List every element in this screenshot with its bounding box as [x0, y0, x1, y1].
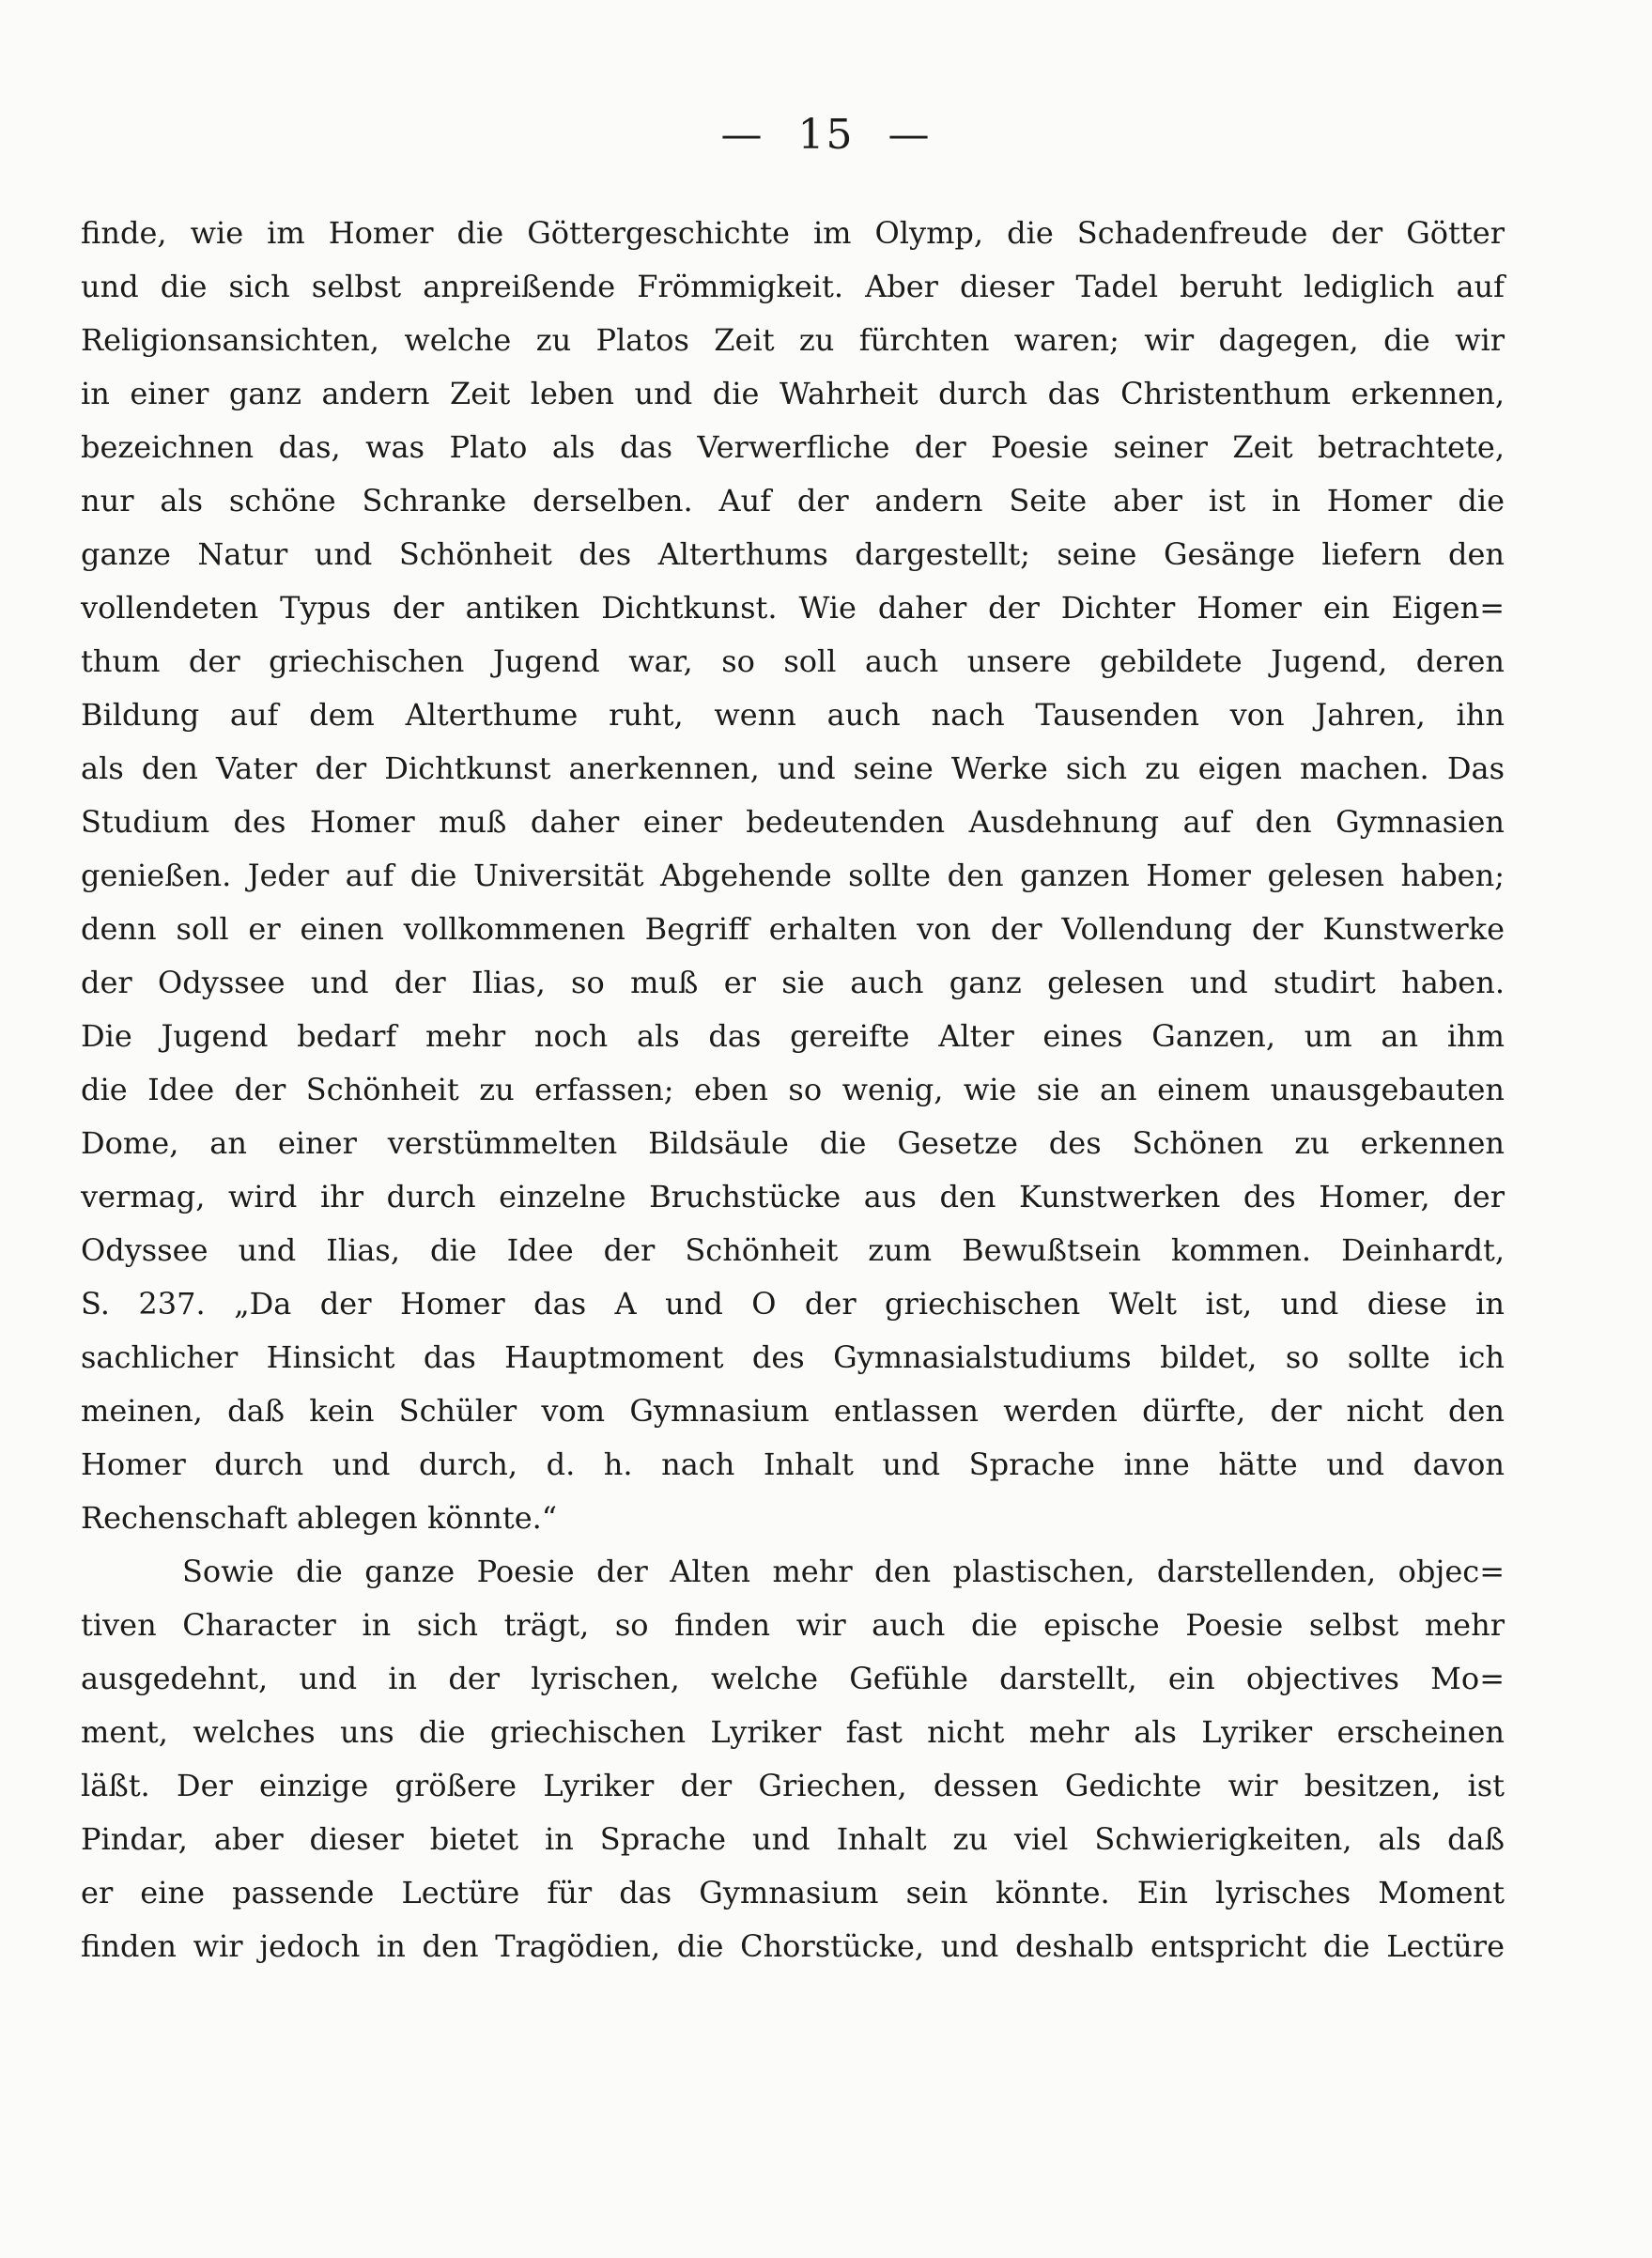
- text-line: denn soll er einen vollkommenen Begriff erhalten von der Vollendung der Kunstwerke: [81, 911, 1505, 947]
- text-line: Studium des Homer muß daher einer bedeutenden Ausdehnung auf den Gymnasien: [81, 804, 1505, 840]
- text-line: sachlicher Hinsicht das Hauptmoment des Gymnasialstudiums bildet, so sollte ich: [81, 1339, 1505, 1375]
- text-line: der Odyssee und der Ilias, so muß er sie auch ganz gelesen und studirt haben.: [81, 965, 1505, 1000]
- text-line: die Idee der Schönheit zu erfassen; eben so wenig, wie sie an einem unausgebauten: [81, 1072, 1505, 1107]
- page-number-dash-right: —: [888, 111, 932, 159]
- page-number-header: [0, 111, 1652, 159]
- text-line: meinen, daß kein Schüler vom Gymnasium entlassen werden dürfte, der nicht den: [81, 1393, 1505, 1429]
- text-line: ausgedehnt, und in der lyrischen, welche Gefühle darstellt, ein objectives Mo=: [81, 1661, 1505, 1696]
- text-line: nur als schöne Schranke derselben. Auf der andern Seite aber ist in Homer die: [81, 483, 1505, 518]
- text-line: als den Vater der Dichtkunst anerkennen, und seine Werke sich zu eigen machen. Das: [81, 750, 1505, 786]
- text-line: vermag, wird ihr durch einzelne Bruchstücke aus den Kunstwerken des Homer, der: [81, 1179, 1505, 1214]
- text-line: Rechenschaft ablegen könnte.“: [81, 1500, 558, 1536]
- text-line: Bildung auf dem Alterthume ruht, wenn auch nach Tausenden von Jahren, ihn: [81, 697, 1505, 733]
- text-line: ganze Natur und Schönheit des Alterthums dargestellt; seine Gesänge liefern den: [81, 536, 1505, 572]
- text-line: genießen. Jeder auf die Universität Abgehende sollte den ganzen Homer gelesen haben;: [81, 858, 1505, 893]
- page-number: 15: [797, 111, 855, 159]
- text-line: thum der griechischen Jugend war, so soll auch unsere gebildete Jugend, deren: [81, 643, 1505, 679]
- text-line: Odyssee und Ilias, die Idee der Schönheit zum Bewußtsein kommen. Deinhardt,: [81, 1232, 1505, 1268]
- text-line: und die sich selbst anpreißende Frömmigkeit. Aber dieser Tadel beruht lediglich auf: [81, 269, 1505, 304]
- text-line: Sowie die ganze Poesie der Alten mehr den plastischen, darstellenden, objec=: [182, 1554, 1505, 1589]
- text-line: vollendeten Typus der antiken Dichtkunst. Wie daher der Dichter Homer ein Eigen=: [81, 590, 1505, 626]
- text-line: Dome, an einer verstümmelten Bildsäule die Gesetze des Schönen zu erkennen: [81, 1125, 1505, 1161]
- paragraph-1: [81, 207, 1505, 1545]
- text-line: er eine passende Lectüre für das Gymnasium sein könnte. Ein lyrisches Moment: [81, 1875, 1505, 1910]
- text-line: Homer durch und durch, d. h. nach Inhalt und Sprache inne hätte und davon: [81, 1446, 1505, 1482]
- text-line: S. 237. „Da der Homer das A und O der griechischen Welt ist, und diese in: [81, 1286, 1505, 1322]
- text-line: bezeichnen das, was Plato als das Verwerfliche der Poesie seiner Zeit betrachtete,: [81, 429, 1505, 465]
- text-line: tiven Character in sich trägt, so finden wir auch die epische Poesie selbst mehr: [81, 1607, 1505, 1643]
- text-line: finde, wie im Homer die Göttergeschichte im Olymp, die Schadenfreude der Götter: [81, 215, 1505, 251]
- body-text: [81, 207, 1505, 1973]
- text-line: läßt. Der einzige größere Lyriker der Griechen, dessen Gedichte wir besitzen, ist: [81, 1768, 1505, 1803]
- text-line: ment, welches uns die griechischen Lyriker fast nicht mehr als Lyriker erscheinen: [81, 1714, 1505, 1750]
- text-line: Die Jugend bedarf mehr noch als das gereifte Alter eines Ganzen, um an ihm: [81, 1018, 1505, 1054]
- text-line: Pindar, aber dieser bietet in Sprache und Inhalt zu viel Schwierigkeiten, als daß: [81, 1821, 1505, 1857]
- page-number-dash-left: —: [720, 111, 764, 159]
- paragraph-2: [81, 1545, 1505, 1973]
- text-line: Religionsansichten, welche zu Platos Zeit zu fürchten waren; wir dagegen, die wir: [81, 322, 1505, 358]
- text-line: in einer ganz andern Zeit leben und die Wahrheit durch das Christenthum erkennen,: [81, 376, 1505, 411]
- text-line: finden wir jedoch in den Tragödien, die Chorstücke, und deshalb entspricht die Lectüre: [81, 1928, 1505, 1964]
